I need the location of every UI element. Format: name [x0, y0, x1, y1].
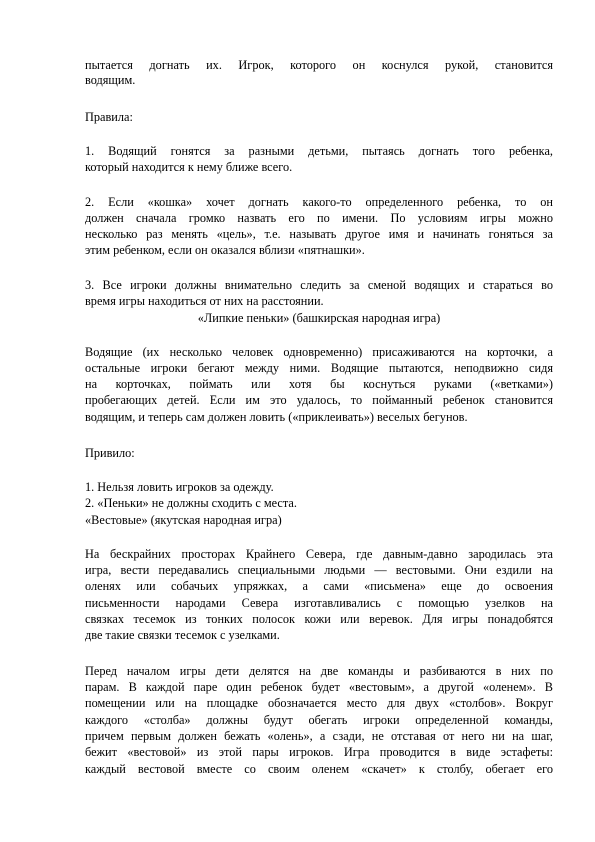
paragraph-line: пробегающих детей. Если им это удалось, то пойманный ребенок становится: [85, 393, 553, 407]
paragraph-line: связках тесемок из тонких полосок кожи или веревок. Для игры понадобятся: [85, 612, 553, 626]
paragraph-line: парам. В каждой паре один ребенок будет «вестовым», а другой «оленем». В: [85, 680, 553, 694]
paragraph-line: помещении или на площадке обозначается место для двух «столбов». Вокруг: [85, 696, 553, 710]
paragraph-line: каждого «столба» должны будут обегать игроки определенной команды,: [85, 713, 553, 727]
paragraph-line: остальные игроки бегают между ними. Водящие пытаются, неподвижно сидя: [85, 361, 553, 375]
rule-item: этим ребенком, если он оказался вблизи «пятнашки».: [85, 243, 365, 257]
rule-item: который находится к нему ближе всего.: [85, 160, 293, 174]
rules-heading: Привило:: [85, 446, 135, 460]
rule-item: 2. Если «кошка» хочет догнать какого-то определенного ребенка, то он: [85, 195, 553, 209]
game-title: «Вестовые» (якутская народная игра): [85, 513, 282, 527]
rule-item: 1. Водящий гонятся за разными детьми, пытаясь догнать того ребенка,: [85, 144, 553, 158]
paragraph-line: две такие связки тесемок с узелками.: [85, 628, 280, 642]
rules-heading: Правила:: [85, 110, 133, 124]
paragraph-line: на корточках, поймать или хотя бы коснуться руками («ветками»): [85, 377, 553, 391]
rule-item: 3. Все игроки должны внимательно следить за сменой водящих и стараться во: [85, 278, 553, 292]
paragraph-line: Водящие (их несколько человек одновременно) присаживаются на корточки, а: [85, 345, 553, 359]
paragraph-line: письменности народами Севера изготавливались с помощью узелков на: [85, 596, 553, 610]
rule-item: несколько раз менять «цель», т.е. называть другое имя и начинать гоняться за: [85, 227, 553, 241]
paragraph-line: пытается догнать их. Игрок, которого он коснулся рукой, становится: [85, 58, 553, 72]
rule-item: 2. «Пеньки» не должны сходить с места.: [85, 496, 297, 510]
paragraph-line: бежит «вестовой» из этой пары игроков. Игра проводится в виде эстафеты:: [85, 745, 553, 759]
paragraph-line: каждый вестовой вместе со своим оленем «скачет» к столбу, обегает его: [85, 762, 553, 776]
paragraph-line: игра, вести передавались специальными людьми — вестовыми. Они ездили на: [85, 563, 553, 577]
paragraph-line: На бескрайних просторах Крайнего Севера, где давным-давно зародилась эта: [85, 547, 553, 561]
paragraph-line: оленях или собачьих упряжках, а сами «письмена» еще до освоения: [85, 579, 553, 593]
paragraph-line: водящим, и теперь сам должен ловить («приклеивать») веселых бегунов.: [85, 410, 468, 424]
rule-item: время игры находиться от них на расстоянии.: [85, 294, 324, 308]
paragraph-line: причем первым должен бежать «олень», а сзади, не отставая от него ни на шаг,: [85, 729, 553, 743]
paragraph-line: Перед началом игры дети делятся на две команды и разбиваются в них по: [85, 664, 553, 678]
rule-item: должен сначала громко назвать его по имени. По условиям игры можно: [85, 211, 553, 225]
game-title: «Липкие пеньки» (башкирская народная игра): [197, 311, 441, 325]
paragraph-line: водящим.: [85, 73, 136, 87]
rule-item: 1. Нельзя ловить игроков за одежду.: [85, 480, 274, 494]
